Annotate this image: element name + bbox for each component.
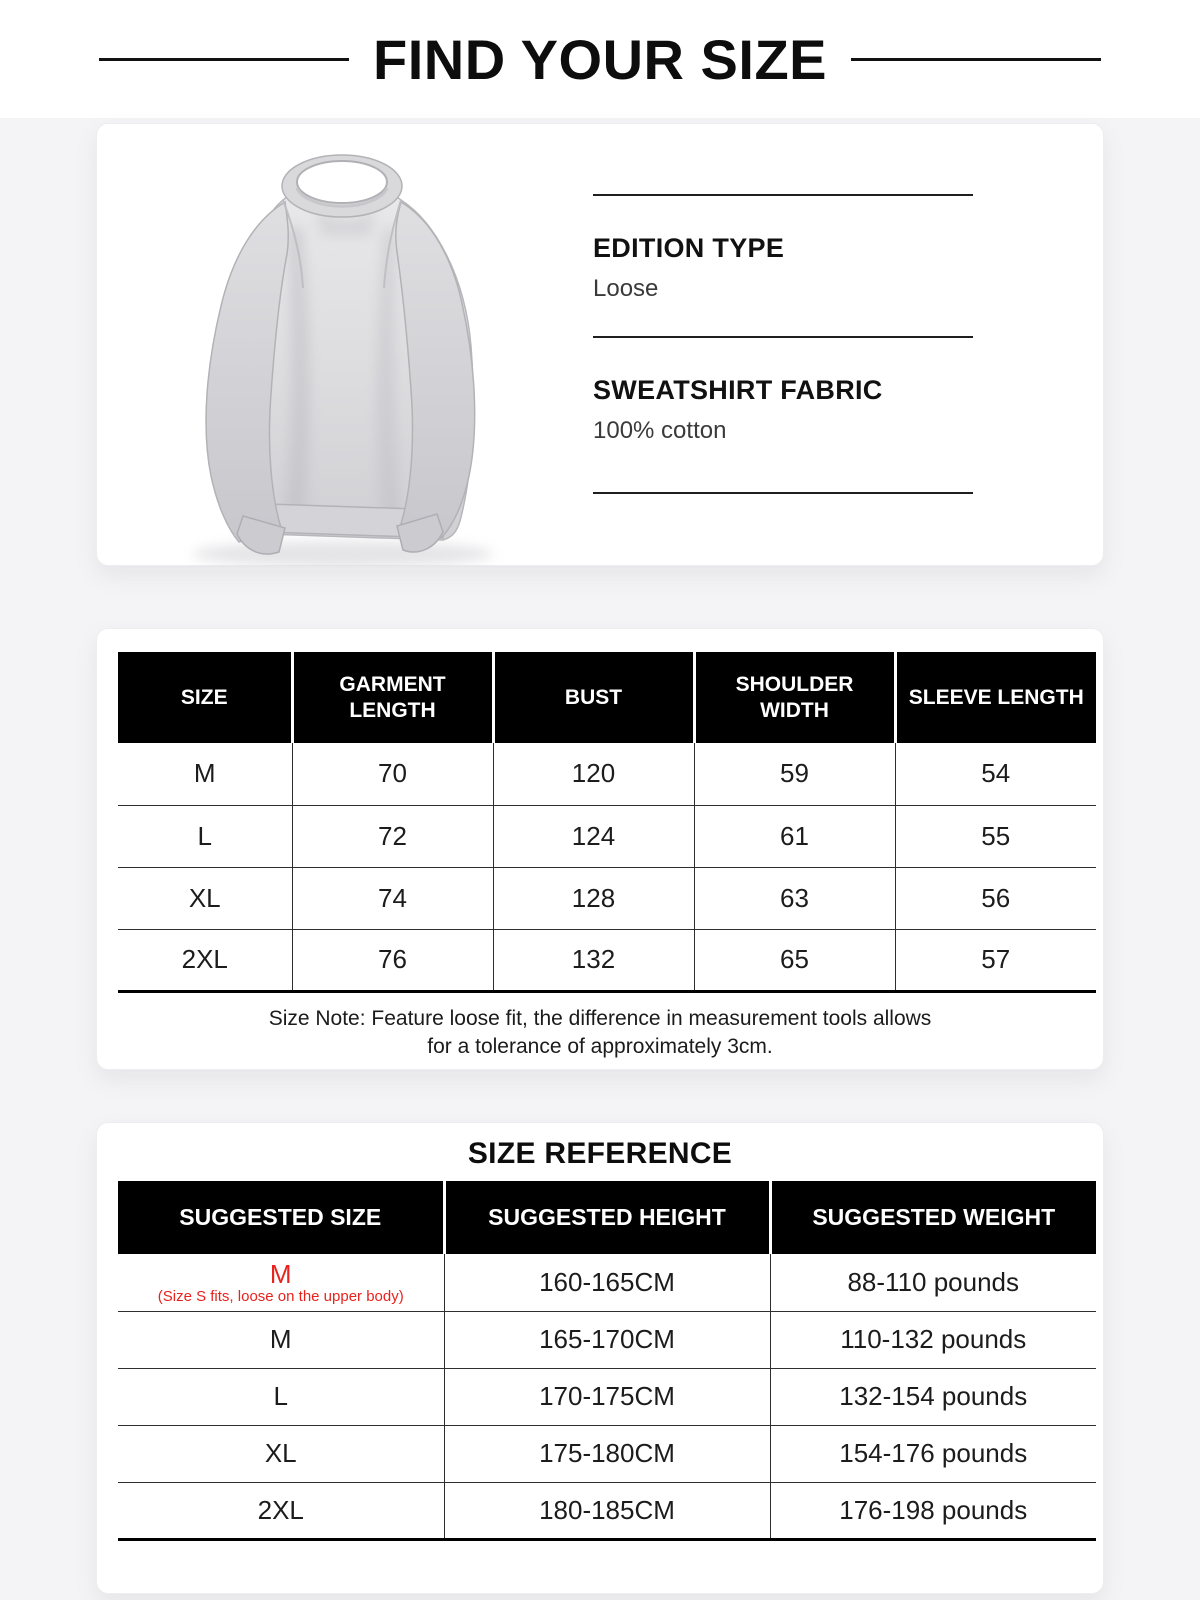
size-note-line1: Size Note: Feature loose fit, the difference in measurement tools allows (268, 1006, 932, 1030)
table-cell: 74 (292, 867, 493, 929)
table-cell: 154-176 pounds (770, 1425, 1096, 1482)
table-cell: 59 (694, 743, 895, 805)
table-cell: 70 (292, 743, 493, 805)
table-cell: 120 (493, 743, 694, 805)
col-header-shoulder-width: SHOULDER WIDTH (694, 652, 895, 743)
table-cell: 54 (895, 743, 1096, 805)
table-cell: M (118, 1311, 444, 1368)
table-cell: XL (118, 867, 292, 929)
table-cell: 72 (292, 805, 493, 867)
product-image-wrap (97, 124, 557, 565)
spec-divider (593, 194, 973, 196)
table-cell: 55 (895, 805, 1096, 867)
col-header-suggested-size: SUGGESTED SIZE (118, 1181, 444, 1254)
table-cell: 132-154 pounds (770, 1368, 1096, 1425)
table-cell: 176-198 pounds (770, 1482, 1096, 1539)
table-row (118, 867, 1096, 929)
table-cell: 132 (493, 929, 694, 991)
spec-label-edition-type: EDITION TYPE (593, 233, 785, 263)
spec-divider (593, 492, 973, 494)
table-row (118, 929, 1096, 991)
table-cell: 63 (694, 867, 895, 929)
spec-divider (593, 336, 973, 338)
table-cell: 180-185CM (444, 1482, 770, 1539)
table-cell: 2XL (118, 929, 292, 991)
table-row (118, 743, 1096, 805)
table-cell: 65 (694, 929, 895, 991)
size-note-line2: for a tolerance of approximately 3cm. (427, 1034, 773, 1058)
title-band (0, 0, 1200, 118)
table-cell: 128 (493, 867, 694, 929)
table-row (118, 1368, 1096, 1425)
col-header-suggested-height: SUGGESTED HEIGHT (444, 1181, 770, 1254)
col-header-suggested-weight: SUGGESTED WEIGHT (770, 1181, 1096, 1254)
title-rule-left (99, 58, 349, 61)
product-specs (593, 124, 973, 565)
product-card (96, 123, 1104, 566)
table-row (118, 1425, 1096, 1482)
cell-sub-text: (Size S fits, loose on the upper body) (157, 1287, 404, 1305)
header-row (118, 1181, 1096, 1254)
size-reference-body (118, 1254, 1096, 1539)
table-cell: L (118, 1368, 444, 1425)
size-reference-header (118, 1181, 1096, 1254)
cell-main-text: M (269, 1258, 292, 1289)
size-reference-card (96, 1122, 1104, 1594)
table-cell: 165-170CM (444, 1311, 770, 1368)
reflection-shadow (193, 541, 493, 566)
table-cell: 175-180CM (444, 1425, 770, 1482)
table-cell: 61 (694, 805, 895, 867)
header-row (118, 652, 1096, 743)
title-rule-right (851, 58, 1101, 61)
spec-value-edition-type: Loose (593, 275, 659, 302)
size-reference-title: SIZE REFERENCE (467, 1137, 733, 1170)
table-cell: XL (118, 1425, 444, 1482)
size-table-body (118, 743, 1096, 991)
table-cell: 88-110 pounds (770, 1254, 1096, 1311)
table-cell: 160-165CM (444, 1254, 770, 1311)
table-cell: 170-175CM (444, 1368, 770, 1425)
table-cell: L (118, 805, 292, 867)
table-row (118, 1254, 1096, 1311)
table-cell: 56 (895, 867, 1096, 929)
table-cell: 124 (493, 805, 694, 867)
table-row (118, 805, 1096, 867)
table-cell: M (118, 743, 292, 805)
col-header-garment-length: GARMENT LENGTH (292, 652, 493, 743)
table-cell: 57 (895, 929, 1096, 991)
table-cell (118, 1254, 444, 1311)
table-cell: 76 (292, 929, 493, 991)
measurement-card (96, 628, 1104, 1070)
table-cell: 2XL (118, 1482, 444, 1539)
col-header-size: SIZE (118, 652, 292, 743)
col-header-sleeve-length: SLEEVE LENGTH (895, 652, 1096, 743)
table-row (118, 1482, 1096, 1539)
spec-label-fabric: SWEATSHIRT FABRIC (593, 375, 883, 405)
size-table (118, 652, 1096, 993)
col-header-bust: BUST (493, 652, 694, 743)
table-row (118, 1311, 1096, 1368)
spec-value-fabric: 100% cotton (593, 417, 727, 444)
sweatshirt-image (135, 136, 555, 566)
size-table-header (118, 652, 1096, 743)
size-note (97, 1005, 1103, 1061)
table-cell: 110-132 pounds (770, 1311, 1096, 1368)
page-title: FIND YOUR SIZE (372, 27, 827, 91)
size-reference-table (118, 1181, 1096, 1541)
